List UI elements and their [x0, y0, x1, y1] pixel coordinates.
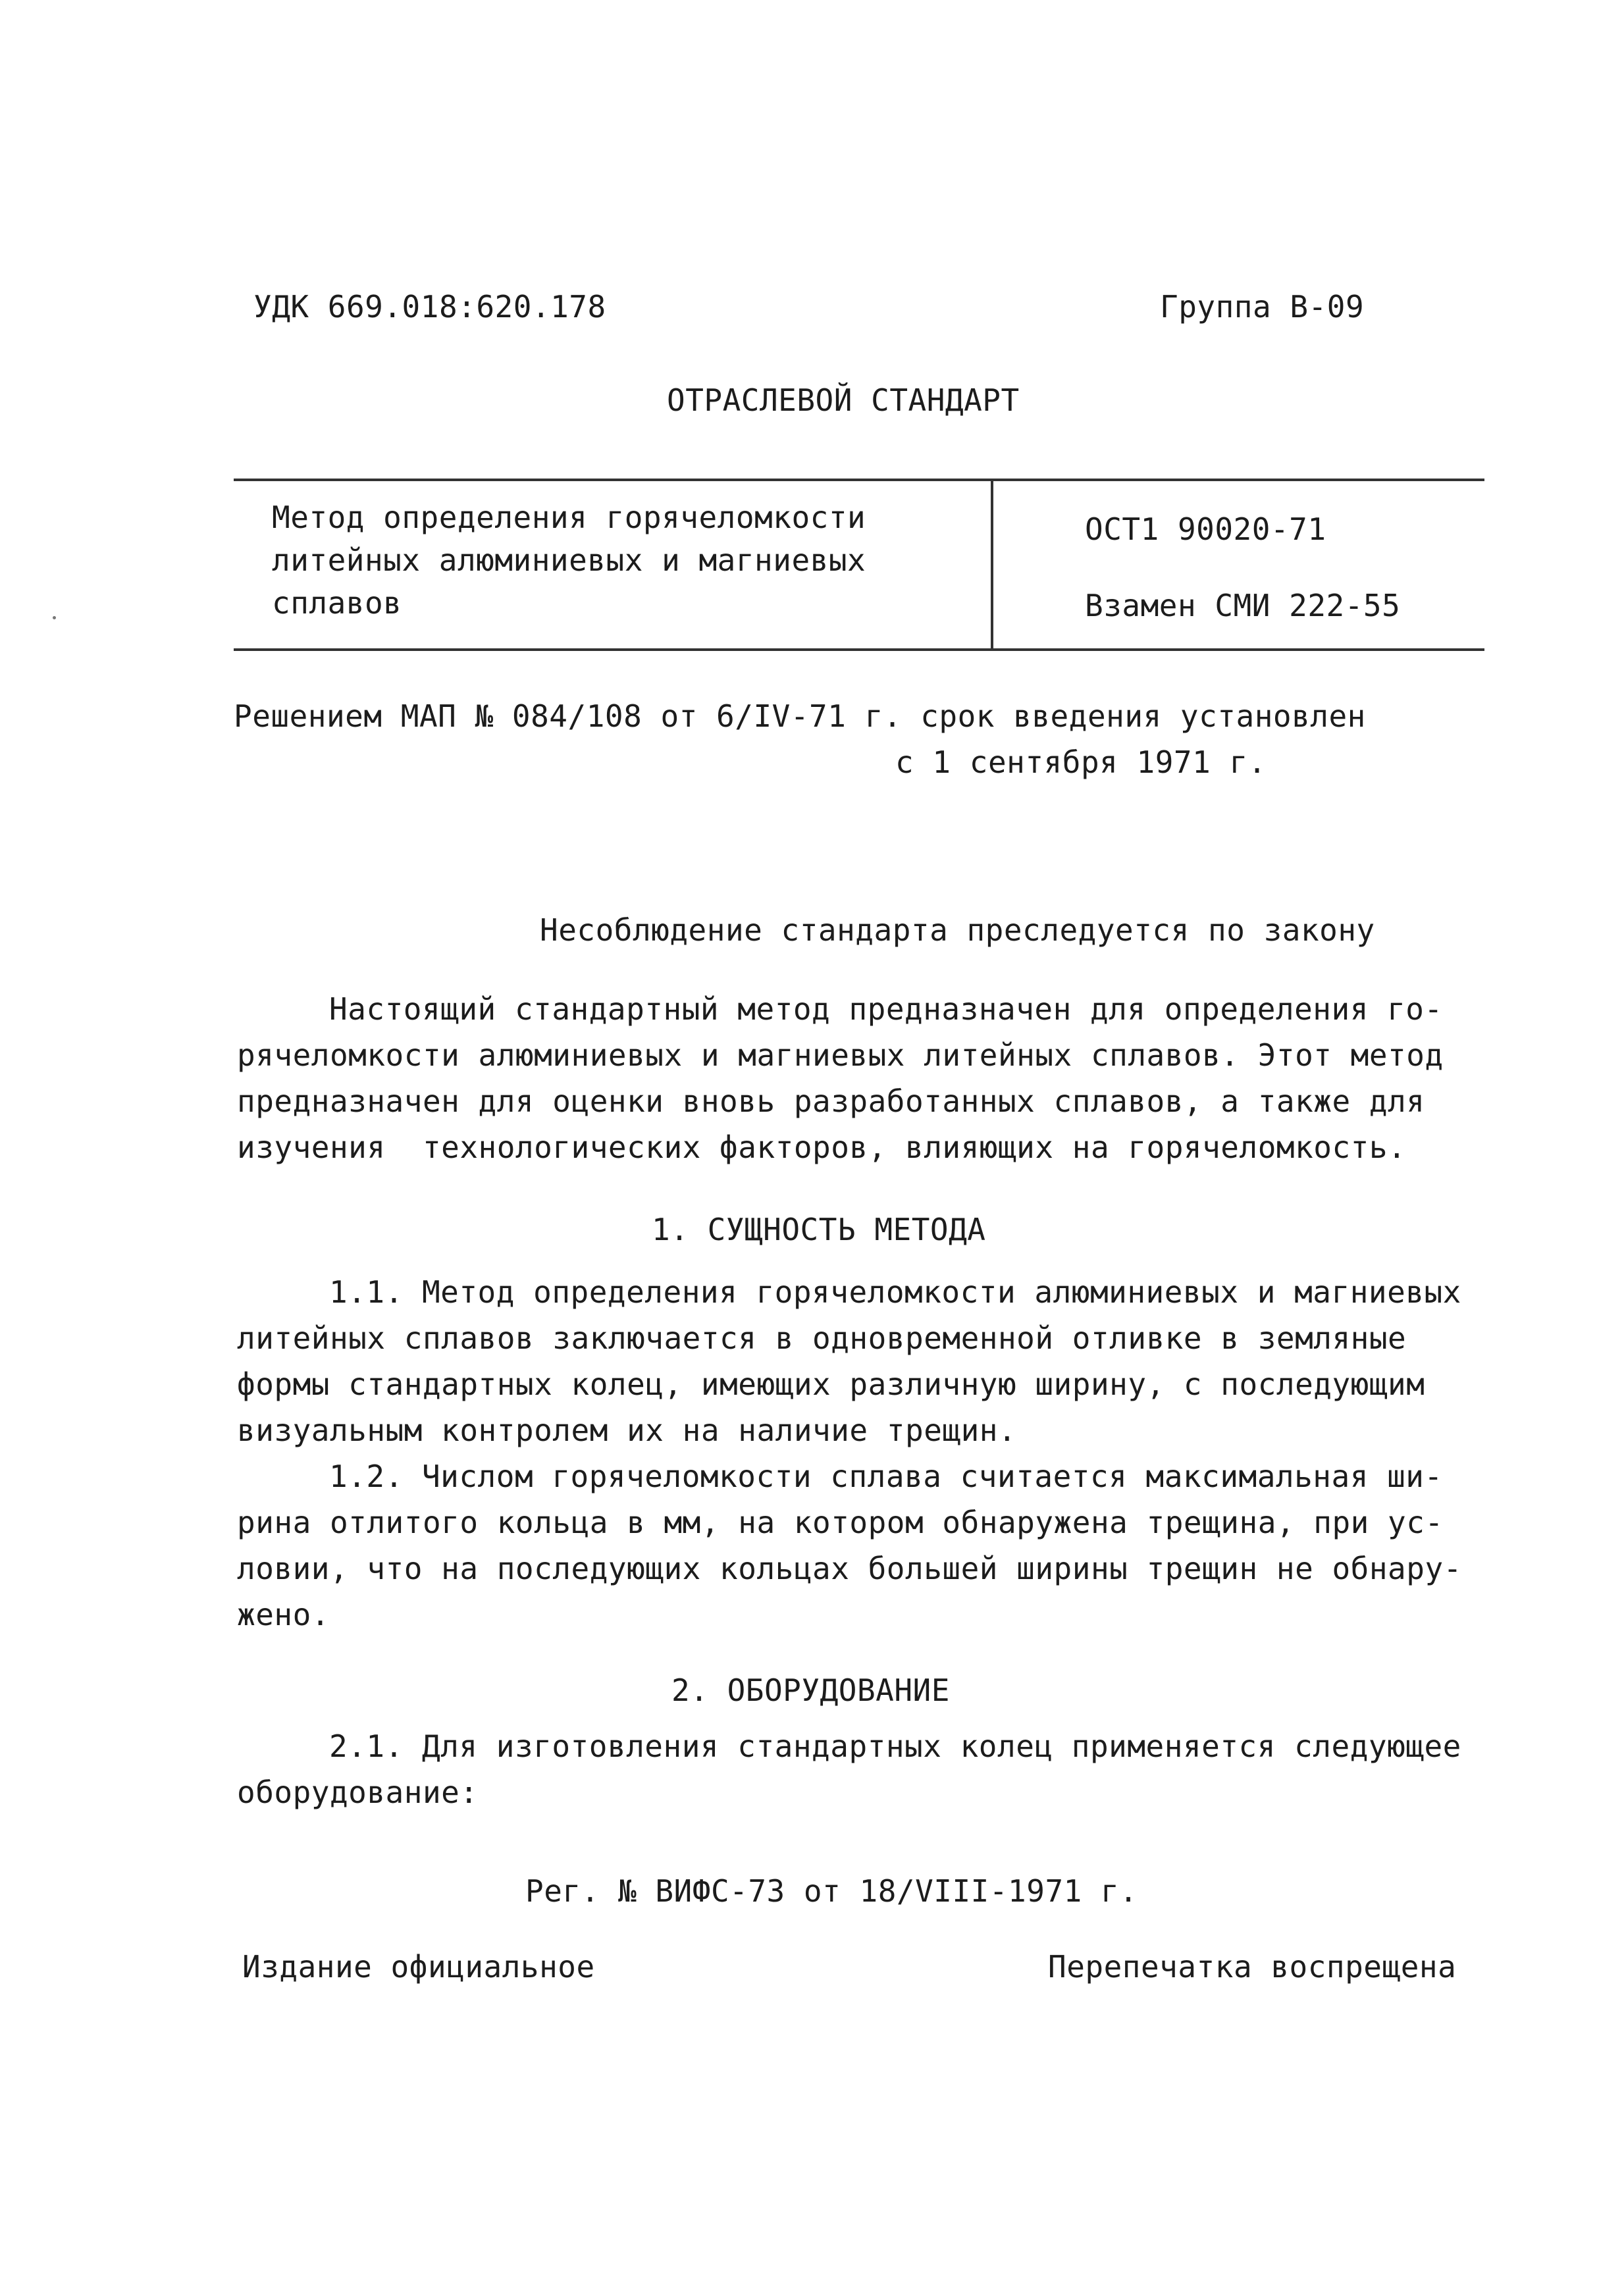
- section-1-2-line-3: ловии, что на последующих кольцах большей ширины трещин не обнару-: [237, 1551, 1462, 1586]
- udk-code: УДК 669.018:620.178: [253, 289, 606, 324]
- title-block-divider: [991, 479, 993, 651]
- section-1-1-line-3: формы стандартных колец, имеющих различную ширину, с последующим: [237, 1366, 1425, 1402]
- reprint-prohibited: Перепечатка воспрещена: [1048, 1949, 1457, 1985]
- legal-notice: Несоблюдение стандарта преследуется по закону: [540, 912, 1375, 948]
- registration-number: Рег. № ВИФС-73 от 18/VIII-1971 г.: [525, 1873, 1138, 1909]
- official-edition: Издание официальное: [242, 1949, 595, 1985]
- title-block-bottom-rule: [234, 648, 1484, 651]
- section-1-1-line-2: литейных сплавов заключается в одновременной отливке в земляные: [237, 1320, 1407, 1356]
- section-2-heading: 2. ОБОРУДОВАНИЕ: [671, 1673, 950, 1708]
- section-1-1-line-1: 1.1. Метод определения горячеломкости алюминиевых и магниевых: [329, 1274, 1461, 1310]
- group-code: Группа В-09: [1160, 289, 1365, 324]
- standard-name-line-1: Метод определения горячеломкости: [272, 500, 866, 535]
- section-1-2-line-2: рина отлитого кольца в мм, на котором обнаружена трещина, при ус-: [237, 1505, 1444, 1540]
- section-1-2-line-1: 1.2. Числом горячеломкости сплава считается максимальная ши-: [329, 1459, 1443, 1494]
- intro-line-3: предназначен для оценки вновь разработанных сплавов, а также для: [237, 1083, 1425, 1119]
- standard-name-line-3: сплавов: [272, 585, 402, 621]
- section-1-2-line-4: жено.: [237, 1597, 330, 1632]
- intro-line-2: рячеломкости алюминиевых и магниевых литейных сплавов. Этот метод: [237, 1037, 1444, 1073]
- intro-line-4: изучения технологических факторов, влияющих на горячеломкость.: [237, 1129, 1407, 1165]
- section-1-heading: 1. СУЩНОСТЬ МЕТОДА: [652, 1212, 986, 1247]
- document-type-title: ОТРАСЛЕВОЙ СТАНДАРТ: [667, 382, 1020, 418]
- intro-line-1: Настоящий стандартный метод предназначен для определения го-: [329, 991, 1443, 1027]
- section-2-1-line-1: 2.1. Для изготовления стандартных колец применяется следующее: [329, 1728, 1461, 1764]
- section-2-1-line-2: оборудование:: [237, 1775, 479, 1810]
- replaces-standard: Взамен СМИ 222-55: [1085, 588, 1401, 623]
- scan-speck: [53, 616, 56, 619]
- title-block-top-rule: [234, 479, 1484, 481]
- standard-name-line-2: литейных алюминиевых и магниевых: [272, 542, 866, 578]
- decision-line-2: с 1 сентября 1971 г.: [895, 744, 1267, 780]
- section-1-1-line-4: визуальным контролем их на наличие трещин.: [237, 1413, 1017, 1448]
- standard-code: ОСТ1 90020-71: [1085, 511, 1326, 547]
- decision-line-1: Решением МАП № 084/108 от 6/IV-71 г. срок введения установлен: [234, 698, 1366, 734]
